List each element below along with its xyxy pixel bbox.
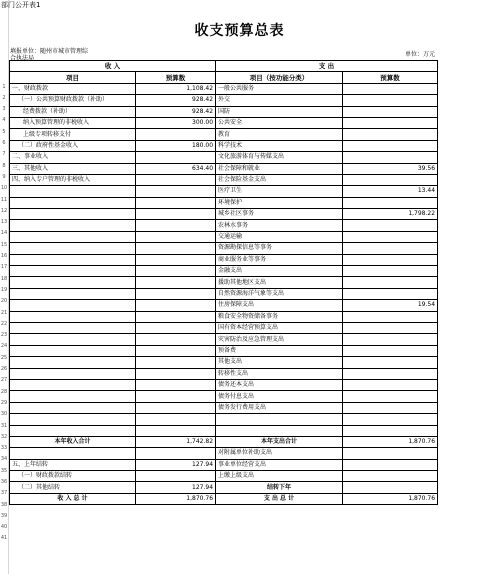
income-item-cell[interactable] [10, 414, 136, 425]
row-number: 14 [0, 230, 8, 237]
expense-item-cell[interactable] [216, 414, 343, 425]
expense-item-cell[interactable]: 自然资源海洋气象等支出 [216, 288, 343, 299]
expense-value-cell[interactable] [343, 288, 438, 299]
section-header-row [10, 61, 438, 72]
row-number: 41 [0, 535, 8, 542]
expense-value-cell[interactable] [343, 334, 438, 345]
expense-item-cell[interactable]: 科学技术 [216, 140, 343, 151]
table-row [10, 322, 438, 333]
income-value-cell[interactable] [136, 402, 216, 413]
row-number: 24 [0, 343, 8, 350]
income-item-cell[interactable]: 二、事业收入 [10, 152, 136, 163]
table-row [10, 174, 438, 185]
row-number: 28 [0, 388, 8, 395]
subtotal-row [10, 436, 438, 447]
row-number: 40 [0, 524, 8, 531]
income-value-cell[interactable]: 928.42 [136, 106, 216, 117]
row-number: 27 [0, 377, 8, 384]
col-header-budget2[interactable]: 预算数 [343, 72, 438, 83]
expense-item-cell[interactable]: 资源勘探信息等事务 [216, 243, 343, 254]
row-number: 7 [2, 151, 6, 158]
expense-value-cell[interactable] [343, 425, 438, 436]
table-row [10, 345, 438, 356]
table-row [10, 482, 438, 493]
income-value-cell[interactable] [136, 391, 216, 402]
income-item-cell[interactable]: 一、财政拨款 [10, 83, 136, 94]
expense-item-cell[interactable]: 转移性支出 [216, 368, 343, 379]
row-number: 17 [0, 264, 8, 271]
income-value-cell[interactable]: 300.00 [136, 117, 216, 128]
expense-grand-total-label[interactable]: 支 出 总 计 [216, 493, 343, 504]
expense-value-cell[interactable]: 19.54 [343, 300, 438, 311]
row-number: 30 [0, 411, 8, 418]
row-number: 33 [0, 445, 8, 452]
expense-value-cell[interactable] [343, 402, 438, 413]
expense-item-cell[interactable]: 交通运输 [216, 231, 343, 242]
expense-item-cell[interactable]: 住房保障支出 [216, 300, 343, 311]
income-item-cell[interactable]: 纳入预算管理的非税收入 [10, 117, 136, 128]
table-row [10, 311, 438, 322]
expense-item-cell[interactable]: 城乡社区事务 [216, 209, 343, 220]
income-item-cell[interactable] [10, 379, 136, 390]
row-number: 22 [0, 320, 8, 327]
expense-item-cell[interactable]: 其他支出 [216, 357, 343, 368]
table-row [10, 448, 438, 459]
table-row [10, 243, 438, 254]
row-number: 9 [2, 173, 6, 180]
income-item-cell[interactable] [10, 334, 136, 345]
expense-value-cell[interactable] [343, 322, 438, 333]
row-number: 1 [2, 83, 6, 90]
income-item-cell[interactable]: （二）政府性基金收入 [10, 140, 136, 151]
income-item-cell[interactable] [10, 300, 136, 311]
expense-value-cell[interactable]: 1,798.22 [343, 209, 438, 220]
income-value-cell[interactable]: 634.40 [136, 163, 216, 174]
row-number: 13 [0, 219, 8, 226]
expense-item-cell[interactable]: 金融支出 [216, 266, 343, 277]
expense-value-cell[interactable] [343, 220, 438, 231]
income-item-cell[interactable]: 经费拨款（补助） [10, 106, 136, 117]
expense-item-cell[interactable]: 预备费 [216, 345, 343, 356]
expense-item-cell[interactable]: 社会保障和就业 [216, 163, 343, 174]
income-item-cell[interactable] [10, 311, 136, 322]
expense-value-cell[interactable] [343, 311, 438, 322]
expense-item-cell[interactable]: 事业单位经营支出 [216, 459, 343, 470]
table-code-label: 部门公开表1 [1, 1, 41, 9]
row-number: 25 [0, 354, 8, 361]
expense-item-cell[interactable]: 国有资本经营预算支出 [216, 322, 343, 333]
expense-value-cell[interactable]: 39.56 [343, 163, 438, 174]
income-value-cell[interactable]: 127.94 [136, 459, 216, 470]
income-value-cell[interactable] [136, 174, 216, 185]
income-item-cell[interactable] [10, 277, 136, 288]
income-item-cell[interactable] [10, 425, 136, 436]
income-value-cell[interactable] [136, 231, 216, 242]
table-row [10, 334, 438, 345]
income-value-cell[interactable] [136, 254, 216, 265]
reporting-unit-label: 填报单位：随州市城市管理综 [10, 48, 89, 55]
grand-total-row [10, 493, 438, 504]
expense-item-cell[interactable]: 援助其他地区支出 [216, 277, 343, 288]
income-value-cell[interactable] [136, 425, 216, 436]
income-value-cell[interactable]: 928.42 [136, 95, 216, 106]
row-number: 26 [0, 366, 8, 373]
page-title: 收支预算总表 [194, 23, 285, 39]
income-item-cell[interactable] [10, 402, 136, 413]
table-row [10, 117, 438, 128]
income-item-cell[interactable] [10, 288, 136, 299]
expense-item-cell[interactable]: 农林水事务 [216, 220, 343, 231]
expense-item-cell[interactable]: 债务付息支出 [216, 391, 343, 402]
expense-value-cell[interactable] [343, 345, 438, 356]
table-row [10, 163, 438, 174]
income-value-cell[interactable] [136, 129, 216, 140]
currency-unit-label: 单位：万元 [404, 51, 435, 58]
col-header-item-func[interactable]: 项目（按功能分类） [216, 72, 343, 83]
income-value-cell[interactable]: 127.94 [136, 482, 216, 493]
expense-value-cell[interactable] [343, 106, 438, 117]
row-number: 29 [0, 399, 8, 406]
expense-value-cell[interactable] [343, 471, 438, 482]
expense-value-cell[interactable] [343, 129, 438, 140]
expense-item-cell[interactable]: 教育 [216, 129, 343, 140]
expense-value-cell[interactable] [343, 448, 438, 459]
col-header-budget[interactable]: 预算数 [136, 72, 216, 83]
row-number: 2 [2, 94, 6, 101]
expense-value-cell[interactable] [343, 95, 438, 106]
income-item-cell[interactable] [10, 266, 136, 277]
table-row [10, 425, 438, 436]
expense-value-cell[interactable] [343, 231, 438, 242]
expense-item-cell[interactable]: 国防 [216, 106, 343, 117]
row-number: 37 [0, 490, 8, 497]
table-row [10, 152, 438, 163]
table-row [10, 368, 438, 379]
row-number: 11 [0, 196, 8, 203]
expense-value-cell[interactable] [343, 140, 438, 151]
row-number: 6 [2, 140, 6, 147]
expense-item-cell[interactable]: 灾害防治及应急管理支出 [216, 334, 343, 345]
budget-summary-table [9, 60, 438, 505]
expense-item-cell[interactable]: 对附属单位补助支出 [216, 448, 343, 459]
column-header-row [10, 72, 438, 83]
income-item-cell[interactable] [10, 322, 136, 333]
table-row [10, 231, 438, 242]
table-row [10, 471, 438, 482]
expense-value-cell[interactable]: 13.44 [343, 186, 438, 197]
expense-value-cell[interactable] [343, 174, 438, 185]
income-section-header[interactable]: 收 入 [10, 61, 216, 72]
table-row [10, 402, 438, 413]
table-row [10, 379, 438, 390]
income-value-cell[interactable] [136, 334, 216, 345]
table-row [10, 197, 438, 208]
income-item-cell[interactable]: （二）其他结转 [10, 482, 136, 493]
expense-grand-total-value[interactable]: 1,870.76 [343, 493, 438, 504]
expense-value-cell[interactable] [343, 117, 438, 128]
expense-value-cell[interactable] [343, 459, 438, 470]
income-value-cell[interactable] [136, 288, 216, 299]
income-item-cell[interactable]: （一）公共预算财政拨款（补助） [10, 95, 136, 106]
income-value-cell[interactable] [136, 345, 216, 356]
row-number: 21 [0, 309, 8, 316]
income-value-cell[interactable] [136, 448, 216, 459]
income-item-cell[interactable] [10, 186, 136, 197]
income-value-cell[interactable] [136, 186, 216, 197]
expense-item-cell[interactable]: 商业服务业等事务 [216, 254, 343, 265]
row-numbers [0, 61, 8, 547]
row-number: 31 [0, 422, 8, 429]
expense-item-cell[interactable]: 医疗卫生 [216, 186, 343, 197]
expense-item-cell[interactable]: 社会保险基金支出 [216, 174, 343, 185]
income-value-cell[interactable] [136, 357, 216, 368]
expense-value-cell[interactable] [343, 277, 438, 288]
income-value-cell[interactable] [136, 220, 216, 231]
income-value-cell[interactable] [136, 322, 216, 333]
income-grand-total-value[interactable]: 1,870.76 [136, 493, 216, 504]
expense-item-cell[interactable]: 上缴上级支出 [216, 471, 343, 482]
expense-item-cell[interactable] [216, 425, 343, 436]
expense-total-value[interactable]: 1,870.76 [343, 436, 438, 447]
table-row [10, 83, 438, 94]
income-value-cell[interactable] [136, 209, 216, 220]
income-value-cell[interactable] [136, 300, 216, 311]
expense-value-cell[interactable] [343, 152, 438, 163]
row-number: 36 [0, 478, 8, 485]
income-item-cell[interactable]: 四、纳入专户管理的非税收入 [10, 174, 136, 185]
income-value-cell[interactable]: 1,108.42 [136, 83, 216, 94]
table-row [10, 357, 438, 368]
income-item-cell[interactable] [10, 368, 136, 379]
row-number [0, 61, 8, 72]
row-number: 12 [0, 207, 8, 214]
income-value-cell[interactable] [136, 368, 216, 379]
income-value-cell[interactable] [136, 197, 216, 208]
row-number: 18 [0, 275, 8, 282]
expense-value-cell[interactable] [343, 83, 438, 94]
income-item-cell[interactable]: 三、其他收入 [10, 163, 136, 174]
expense-value-cell[interactable] [343, 266, 438, 277]
row-number: 34 [0, 456, 8, 463]
income-value-cell[interactable] [136, 243, 216, 254]
table-row [10, 186, 438, 197]
expense-value-cell[interactable] [343, 391, 438, 402]
expense-item-cell[interactable]: 外交 [216, 95, 343, 106]
row-number: 10 [0, 185, 8, 192]
expense-item-cell[interactable]: 粮食安全物资储备事务 [216, 311, 343, 322]
income-value-cell[interactable] [136, 471, 216, 482]
income-item-cell[interactable] [10, 243, 136, 254]
table-row [10, 254, 438, 265]
table-row [10, 391, 438, 402]
row-number: 38 [0, 501, 8, 508]
table-row [10, 414, 438, 425]
income-item-cell[interactable] [10, 220, 136, 231]
expense-item-cell[interactable]: 债务还本支出 [216, 379, 343, 390]
income-value-cell[interactable] [136, 379, 216, 390]
reporting-unit-label-line2: 合执法局 [10, 55, 35, 62]
income-item-cell[interactable]: 五、上年结转 [10, 459, 136, 470]
row-number: 39 [0, 512, 8, 519]
expense-value-cell[interactable] [343, 197, 438, 208]
income-value-cell[interactable]: 180.00 [136, 140, 216, 151]
expense-value-cell[interactable] [343, 368, 438, 379]
row-number: 19 [0, 286, 8, 293]
income-value-cell[interactable] [136, 311, 216, 322]
income-item-cell[interactable] [10, 231, 136, 242]
income-item-cell[interactable] [10, 448, 136, 459]
row-number: 35 [0, 467, 8, 474]
row-number: 32 [0, 433, 8, 440]
expense-total-label[interactable]: 本年支出合计 [216, 436, 343, 447]
expense-item-cell[interactable]: 一般公共服务 [216, 83, 343, 94]
expense-value-cell[interactable] [343, 414, 438, 425]
table-row [10, 106, 438, 117]
row-number: 3 [2, 106, 6, 113]
income-value-cell[interactable] [136, 152, 216, 163]
row-number: 4 [2, 117, 6, 124]
table-row [10, 95, 438, 106]
income-total-value[interactable]: 1,742.82 [136, 436, 216, 447]
expense-section-header[interactable]: 支 出 [216, 61, 438, 72]
table-row [10, 459, 438, 470]
income-item-cell[interactable]: 上级专项转移支付 [10, 129, 136, 140]
table-row [10, 209, 438, 220]
income-item-cell[interactable] [10, 197, 136, 208]
table-row [10, 288, 438, 299]
table-row [10, 140, 438, 151]
income-value-cell[interactable] [136, 266, 216, 277]
table-row [10, 300, 438, 311]
row-number: 20 [0, 298, 8, 305]
table-row [10, 266, 438, 277]
income-grand-total-label[interactable]: 收 入 总 计 [10, 493, 136, 504]
expense-item-cell[interactable]: 文化旅游体育与传媒支出 [216, 152, 343, 163]
income-item-cell[interactable] [10, 345, 136, 356]
table-row [10, 129, 438, 140]
expense-item-cell[interactable]: 债务发行费用支出 [216, 402, 343, 413]
row-number: 5 [2, 128, 6, 135]
row-number: 15 [0, 241, 8, 248]
income-value-cell[interactable] [136, 277, 216, 288]
income-item-cell[interactable]: （一）财政拨款结转 [10, 471, 136, 482]
expense-value-cell[interactable] [343, 357, 438, 368]
expense-value-cell[interactable] [343, 379, 438, 390]
income-item-cell[interactable] [10, 209, 136, 220]
expense-item-cell[interactable]: 环境保护 [216, 197, 343, 208]
income-item-cell[interactable] [10, 254, 136, 265]
row-number: 16 [0, 253, 8, 260]
income-item-cell[interactable] [10, 357, 136, 368]
expense-value-cell[interactable] [343, 243, 438, 254]
row-number: 8 [2, 162, 6, 169]
income-value-cell[interactable] [136, 414, 216, 425]
income-total-label[interactable]: 本年收入合计 [10, 436, 136, 447]
col-header-item[interactable]: 项目 [10, 72, 136, 83]
expense-item-cell[interactable]: 公共安全 [216, 117, 343, 128]
expense-value-cell[interactable] [343, 254, 438, 265]
income-item-cell[interactable] [10, 391, 136, 402]
expense-item-cell[interactable]: 结转下年 [216, 482, 343, 493]
row-number: 23 [0, 332, 8, 339]
row-number [0, 72, 8, 83]
table-row [10, 220, 438, 231]
table-row [10, 277, 438, 288]
expense-value-cell[interactable] [343, 482, 438, 493]
